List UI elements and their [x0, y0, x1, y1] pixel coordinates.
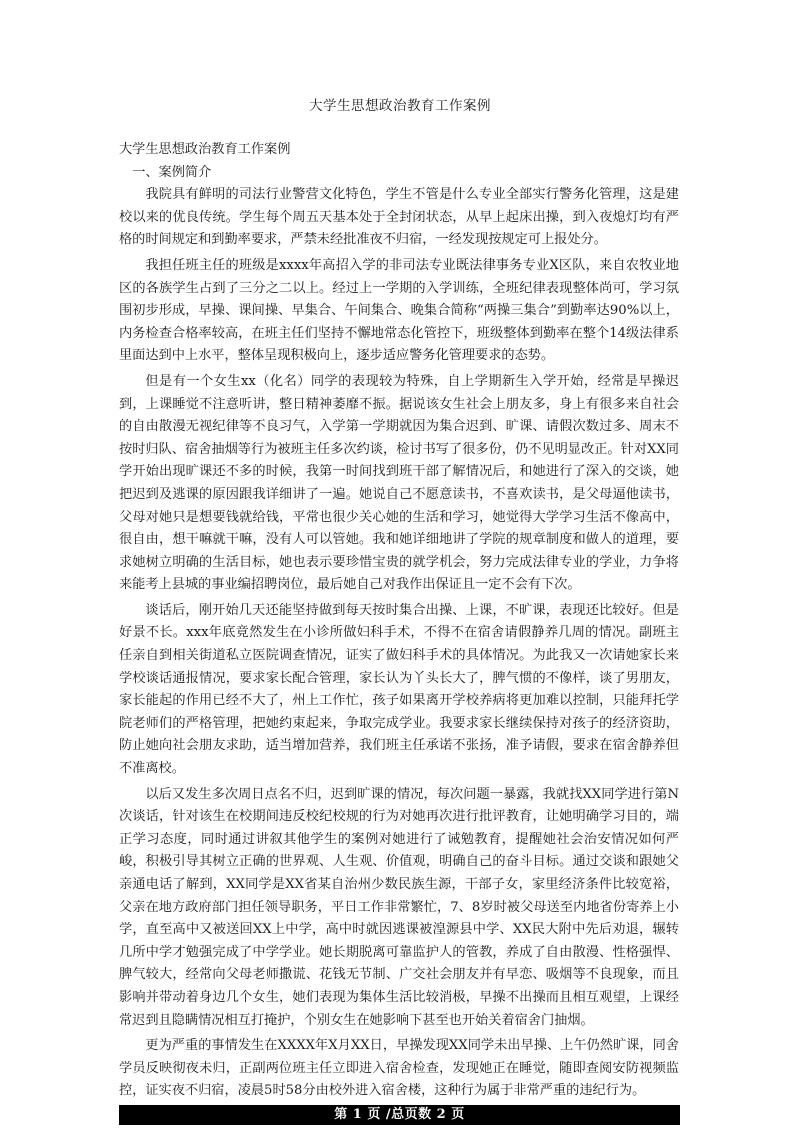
paragraph: 谈话后，刚开始几天还能坚持做到每天按时集合出操、上课，不旷课，表现还比较好。但是好景不长。xxx年底竟然发生在小诊所做妇科手术，不得不在宿舍请假静养几周的情况。副班主任亲自到相关街道私立医院调查情况，证实了做妇科手术的具体情况。为此我又一次请她家长来学校谈话通报情况，要求家长配合管理，家长认为丫头长大了，脾气惯的不像样，谈了男朋友，家长能起的作用已经不大了，州上工作忙，孩子如果离开学校养病将更加难以控制，只能拜托学院老师们的严格管理，把她约束起来，争取完成学业。我要求家长继续保持对孩子的经济资助，防止她向社会朋友求助，适当增加营养，我们班主任承诺不张扬，准予请假，要求在宿舍静养但不准离校。 [119, 602, 679, 777]
paragraph: 以后又发生多次周日点名不归，迟到旷课的情况，每次问题一暴露，我就找XX同学进行第N次谈话，针对该生在校期间违反校纪校规的行为对她再次进行批评教育，让她明确学习目的，端正学习态度，同时通过讲叙其他学生的案例对她进行了诫勉教育，提醒她社会治安情况如何严峻，积极引导其树立正确的世界观、人生观、价值观，明确自己的奋斗目标。通过交谈和跟她父亲通电话了解到，XX同学是XX省某自治州少数民族生源，干部子女，家里经济条件比较宽裕，父亲在地方政府部门担任领导职务，平日工作非常繁忙，7、8岁时被父母送至内地省份寄养上小学，直至高中又被送回XX上中学，高中时就因逃课被湟源县中学、XX民大附中先后劝退，辗转几所中学才勉强完成了中学学业。她长期脱离可靠监护人的管教，养成了自由散漫、性格强悍、脾气较大，经常向父母老师撒谎、花钱无节制、广交社会朋友并有早恋、吸烟等不良现象，而且影响并带动着身边几个女生，她们表现为集体生活比较消极，早操不出操而且相互观望，上课经常迟到且隐瞒情况相互打掩护，个别女生在她影响下甚至也开始关着宿舍门抽烟。 [119, 786, 679, 1028]
page-footer: 第 1 页 /总页数 2 页 [119, 1105, 680, 1125]
paragraph: 更为严重的事情发生在XXXX年X月XX日，早操发现XX同学未出早操、上午仍然旷课，同舍学员反映彻夜未归，正副两位班主任立即进入宿舍检查，发现她正在睡觉，随即查阅安防视频监控，证实夜不归宿，凌晨5时58分由校外进入宿舍楼，这种行为属于非常严重的违纪行为。 [119, 1038, 679, 1099]
body-heading: 大学生思想政治教育工作案例 [119, 142, 291, 157]
document-body [119, 139, 679, 1106]
paragraph: 我院具有鲜明的司法行业警营文化特色，学生不管是什么专业全部实行警务化管理，这是建校以来的优良传统。学生每个周五天基本处于全封闭状态，从早上起床出操，到入夜熄灯均有严格的时间规定和到勤率要求，严禁未经批准夜不归宿，一经发现按规定可上报处分。 [119, 187, 679, 248]
paragraph: 但是有一个女生xx（化名）同学的表现较为特殊，自上学期新生入学开始，经常是早操迟到，上课睡觉不注意听讲，整日精神萎靡不振。据说该女生社会上朋友多，身上有很多来自社会的自由散漫无视纪律等不良习气，入学第一学期就因为集合迟到、旷课、请假次数过多、周末不按时归队、宿舍抽烟等行为被班主任多次约谈，检讨书写了很多份，仍不见明显改正。针对XX同学开始出现旷课还不多的时候，我第一时间找到班干部了解情况后，和她进行了深入的交谈，她把迟到及逃课的原因跟我详细讲了一遍。她说自己不愿意读书，不喜欢读书，是父母逼他读书，父母对她只是想要钱就给钱，平常也很少关心她的生活和学习，她觉得大学学习生活不像高中，很自由，想干嘛就干嘛，没有人可以管她。我和她详细地讲了学院的规章制度和做人的道理，要求她树立明确的生活目标，她也表示要珍惜宝贵的就学机会，努力完成法律专业的学业，力争将来能考上县城的事业编招聘岗位，最后她自己对我作出保证且一定不会有下次。 [119, 373, 679, 593]
document-title: 大学生思想政治教育工作案例 [309, 98, 491, 114]
paragraph: 我担任班主任的班级是xxxx年高招入学的非司法专业既法律事务专业X区队，来自农牧业地区的各族学生占到了三分之二以上。经过上一学期的入学训练，全班纪律表现整体尚可，学习氛围初步形成，早操、课间操、早集合、午间集合、晚集合简称“两操三集合”到勤率达90%以上，内务检查合格率较高，在班主任们坚持不懈地常态化管控下，班级整体到勤率在整个14级法律系里面达到中上水平，整体呈现积极向上，逐步适应警务化管理要求的态势。 [119, 257, 679, 364]
section-heading: 一、案例简介 [132, 164, 212, 180]
